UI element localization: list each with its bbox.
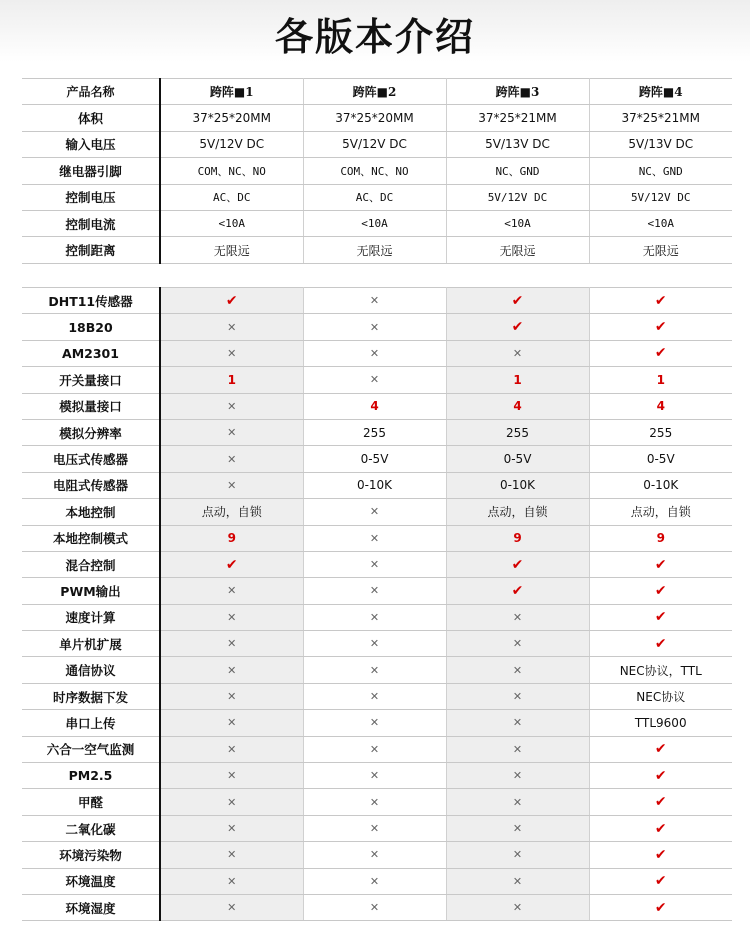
cross-icon: ✕ (160, 815, 303, 841)
feature-row (22, 472, 732, 498)
spec-cell: COM、NC、NO (303, 158, 446, 184)
cross-icon: ✕ (446, 340, 589, 366)
cross-icon: ✕ (446, 736, 589, 762)
spec-header-label: 产品名称 (22, 79, 160, 105)
feature-cell: 点动，自锁 (160, 499, 303, 525)
spec-cell: 5V/12V DC (160, 131, 303, 157)
cross-icon: ✕ (303, 710, 446, 736)
cross-icon: ✕ (160, 683, 303, 709)
cross-icon: ✕ (303, 815, 446, 841)
feature-row (22, 657, 732, 683)
feature-row-label: 本地控制模式 (22, 525, 160, 551)
cross-icon: ✕ (446, 631, 589, 657)
feature-row-label: 速度计算 (22, 604, 160, 630)
spec-cell: NC、GND (589, 158, 732, 184)
spec-row-label: 控制距离 (22, 237, 160, 263)
feature-row-label: 时序数据下发 (22, 683, 160, 709)
feature-cell: 9 (589, 525, 732, 551)
spec-cell: 无限远 (303, 237, 446, 263)
spec-row-label: 控制电压 (22, 184, 160, 210)
feature-cell: 1 (589, 367, 732, 393)
spec-cell: 37*25*21MM (589, 105, 732, 131)
feature-cell: NEC协议 (589, 683, 732, 709)
feature-row-label: AM2301 (22, 340, 160, 366)
spec-cell: 37*25*20MM (160, 105, 303, 131)
cross-icon: ✕ (303, 340, 446, 366)
check-icon: ✔ (589, 288, 732, 314)
feature-cell: 0-5V (589, 446, 732, 472)
cross-icon: ✕ (303, 551, 446, 577)
feature-row (22, 842, 732, 868)
feature-cell: 0-5V (446, 446, 589, 472)
spec-cell: 无限远 (160, 237, 303, 263)
spec-header-model: 跨阵■1 (160, 79, 303, 105)
spec-row (22, 105, 732, 131)
spec-row-label: 继电器引脚 (22, 158, 160, 184)
feature-row (22, 551, 732, 577)
cross-icon: ✕ (160, 472, 303, 498)
feature-cell: 255 (446, 419, 589, 445)
cross-icon: ✕ (160, 789, 303, 815)
feature-table (22, 287, 732, 921)
feature-cell: 1 (446, 367, 589, 393)
cross-icon: ✕ (160, 340, 303, 366)
feature-row-label: 本地控制 (22, 499, 160, 525)
cross-icon: ✕ (303, 736, 446, 762)
feature-row (22, 367, 732, 393)
feature-row (22, 789, 732, 815)
spec-cell: 5V/12V DC (303, 131, 446, 157)
feature-cell: 0-10K (589, 472, 732, 498)
spec-cell: AC、DC (160, 184, 303, 210)
feature-row (22, 340, 732, 366)
cross-icon: ✕ (160, 393, 303, 419)
spec-row-label: 控制电流 (22, 210, 160, 236)
feature-row-label: 混合控制 (22, 551, 160, 577)
feature-cell: 点动，自锁 (589, 499, 732, 525)
spec-cell: 5V/13V DC (589, 131, 732, 157)
feature-cell: TTL9600 (589, 710, 732, 736)
feature-cell: 255 (589, 419, 732, 445)
spec-cell: <10A (446, 210, 589, 236)
check-icon: ✔ (446, 314, 589, 340)
spec-row (22, 131, 732, 157)
feature-row (22, 894, 732, 920)
cross-icon: ✕ (446, 604, 589, 630)
spec-cell: 无限远 (446, 237, 589, 263)
feature-row-label: 单片机扩展 (22, 631, 160, 657)
cross-icon: ✕ (446, 894, 589, 920)
cross-icon: ✕ (446, 683, 589, 709)
feature-row-label: PWM输出 (22, 578, 160, 604)
feature-cell: 255 (303, 419, 446, 445)
spec-header-row (22, 79, 732, 105)
cross-icon: ✕ (160, 763, 303, 789)
check-icon: ✔ (589, 340, 732, 366)
check-icon: ✔ (446, 551, 589, 577)
feature-row-label: 环境污染物 (22, 842, 160, 868)
feature-row-label: 环境温度 (22, 868, 160, 894)
cross-icon: ✕ (160, 842, 303, 868)
cross-icon: ✕ (160, 578, 303, 604)
feature-cell: 9 (160, 525, 303, 551)
feature-row (22, 683, 732, 709)
cross-icon: ✕ (303, 894, 446, 920)
feature-row-label: 甲醛 (22, 789, 160, 815)
feature-cell: 0-10K (303, 472, 446, 498)
feature-row-label: 18B20 (22, 314, 160, 340)
feature-row (22, 446, 732, 472)
feature-cell: 点动，自锁 (446, 499, 589, 525)
cross-icon: ✕ (303, 578, 446, 604)
feature-row-label: 电压式传感器 (22, 446, 160, 472)
feature-row-label: DHT11传感器 (22, 288, 160, 314)
spec-row (22, 210, 732, 236)
feature-row-label: PM2.5 (22, 763, 160, 789)
page-title: 各版本介绍 (274, 15, 475, 59)
check-icon: ✔ (160, 551, 303, 577)
feature-row (22, 288, 732, 314)
cross-icon: ✕ (160, 894, 303, 920)
feature-row-label: 二氧化碳 (22, 815, 160, 841)
cross-icon: ✕ (160, 868, 303, 894)
cross-icon: ✕ (160, 314, 303, 340)
spec-header-model: 跨阵■3 (446, 79, 589, 105)
check-icon: ✔ (589, 578, 732, 604)
feature-row (22, 736, 732, 762)
cross-icon: ✕ (446, 815, 589, 841)
cross-icon: ✕ (446, 868, 589, 894)
feature-row-label: 电阻式传感器 (22, 472, 160, 498)
feature-cell: 4 (303, 393, 446, 419)
feature-row-label: 通信协议 (22, 657, 160, 683)
spec-cell: 37*25*21MM (446, 105, 589, 131)
cross-icon: ✕ (160, 631, 303, 657)
spec-cell: COM、NC、NO (160, 158, 303, 184)
check-icon: ✔ (589, 631, 732, 657)
feature-row (22, 763, 732, 789)
check-icon: ✔ (589, 604, 732, 630)
feature-row-label: 环境湿度 (22, 894, 160, 920)
spec-table (22, 78, 732, 264)
feature-cell: NEC协议，TTL (589, 657, 732, 683)
spec-header-model: 跨阵■2 (303, 79, 446, 105)
feature-cell: 4 (446, 393, 589, 419)
cross-icon: ✕ (160, 446, 303, 472)
check-icon: ✔ (589, 868, 732, 894)
spec-row-label: 体积 (22, 105, 160, 131)
spec-row (22, 158, 732, 184)
cross-icon: ✕ (303, 367, 446, 393)
feature-row (22, 868, 732, 894)
feature-row (22, 314, 732, 340)
feature-row (22, 525, 732, 551)
feature-cell: 4 (589, 393, 732, 419)
feature-cell: 0-10K (446, 472, 589, 498)
spec-cell: <10A (160, 210, 303, 236)
feature-cell: 0-5V (303, 446, 446, 472)
spec-row-label: 输入电压 (22, 131, 160, 157)
spec-header-model: 跨阵■4 (589, 79, 732, 105)
cross-icon: ✕ (303, 683, 446, 709)
feature-cell: 1 (160, 367, 303, 393)
feature-row-label: 六合一空气监测 (22, 736, 160, 762)
cross-icon: ✕ (446, 657, 589, 683)
check-icon: ✔ (589, 894, 732, 920)
spec-cell: 5V/12V DC (446, 184, 589, 210)
cross-icon: ✕ (303, 657, 446, 683)
feature-row-label: 开关量接口 (22, 367, 160, 393)
cross-icon: ✕ (303, 525, 446, 551)
spec-cell: <10A (303, 210, 446, 236)
check-icon: ✔ (589, 736, 732, 762)
cross-icon: ✕ (303, 499, 446, 525)
feature-cell: 9 (446, 525, 589, 551)
feature-row (22, 419, 732, 445)
cross-icon: ✕ (160, 710, 303, 736)
check-icon: ✔ (589, 815, 732, 841)
cross-icon: ✕ (303, 763, 446, 789)
cross-icon: ✕ (160, 604, 303, 630)
cross-icon: ✕ (160, 657, 303, 683)
cross-icon: ✕ (303, 789, 446, 815)
check-icon: ✔ (589, 763, 732, 789)
spec-row (22, 237, 732, 263)
cross-icon: ✕ (160, 419, 303, 445)
feature-row (22, 578, 732, 604)
check-icon: ✔ (589, 842, 732, 868)
spec-row (22, 184, 732, 210)
feature-row (22, 710, 732, 736)
spec-cell: AC、DC (303, 184, 446, 210)
cross-icon: ✕ (303, 604, 446, 630)
feature-row-label: 模拟分辨率 (22, 419, 160, 445)
feature-row (22, 815, 732, 841)
feature-row (22, 631, 732, 657)
feature-row (22, 499, 732, 525)
cross-icon: ✕ (303, 868, 446, 894)
check-icon: ✔ (589, 551, 732, 577)
feature-row (22, 604, 732, 630)
feature-row (22, 393, 732, 419)
cross-icon: ✕ (446, 789, 589, 815)
spec-cell: NC、GND (446, 158, 589, 184)
spec-cell: <10A (589, 210, 732, 236)
cross-icon: ✕ (303, 314, 446, 340)
feature-row-label: 串口上传 (22, 710, 160, 736)
spec-cell: 5V/12V DC (589, 184, 732, 210)
cross-icon: ✕ (303, 288, 446, 314)
cross-icon: ✕ (160, 736, 303, 762)
feature-row-label: 模拟量接口 (22, 393, 160, 419)
spec-cell: 37*25*20MM (303, 105, 446, 131)
spec-cell: 无限远 (589, 237, 732, 263)
cross-icon: ✕ (446, 842, 589, 868)
check-icon: ✔ (589, 789, 732, 815)
cross-icon: ✕ (446, 763, 589, 789)
spec-cell: 5V/13V DC (446, 131, 589, 157)
cross-icon: ✕ (303, 631, 446, 657)
check-icon: ✔ (589, 314, 732, 340)
check-icon: ✔ (160, 288, 303, 314)
cross-icon: ✕ (446, 710, 589, 736)
check-icon: ✔ (446, 578, 589, 604)
cross-icon: ✕ (303, 842, 446, 868)
check-icon: ✔ (446, 288, 589, 314)
